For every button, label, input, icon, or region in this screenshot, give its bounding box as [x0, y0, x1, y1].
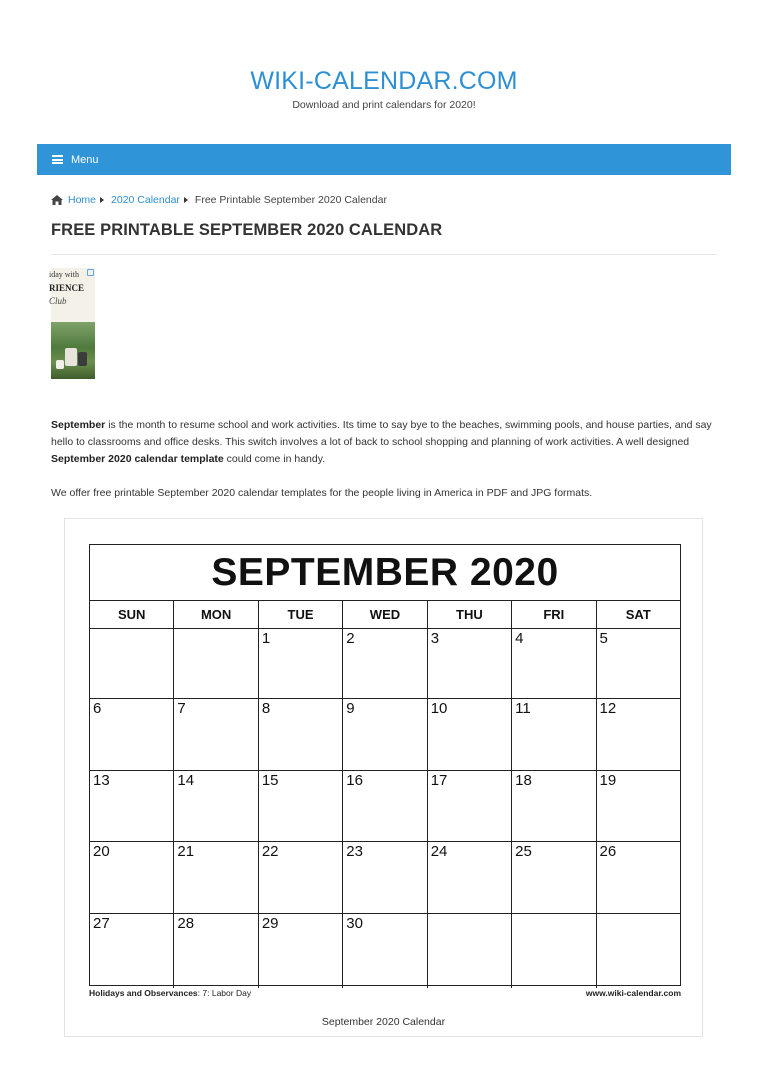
calendar-day-cell: 17: [428, 771, 512, 841]
site-tagline: Download and print calendars for 2020!: [292, 99, 476, 111]
calendar-day-cell: 2: [343, 629, 427, 698]
menu-label[interactable]: Menu: [71, 153, 99, 166]
day-of-week-header: MON: [174, 601, 258, 628]
day-of-week-row: [90, 600, 680, 628]
calendar-week-row: [90, 841, 680, 913]
calendar-day-cell: 26: [599, 843, 617, 860]
calendar-caption: September 2020 Calendar: [321, 1016, 446, 1028]
calendar-day-cell: 5: [599, 630, 608, 647]
intro-bold-template: September 2020 calendar template: [51, 453, 224, 465]
holidays-label: Holidays and Observances: [89, 988, 198, 998]
calendar-day-cell: 19: [599, 772, 617, 789]
menu-bar[interactable]: [37, 144, 731, 175]
intro-bold-month: September: [51, 419, 106, 431]
breadcrumb-separator-icon: [184, 197, 188, 203]
intro-paragraph: [51, 417, 717, 468]
calendar-image[interactable]: [89, 544, 681, 1001]
intro-text: is the month to resume school and work activities. Its time to say bye to the beaches, swimming pools, and house parties, and say hello to classrooms and office desks. This switch involves a lot of back to school shopping and planning of work activities. A well designed: [51, 419, 712, 448]
home-icon: [51, 195, 63, 205]
holidays-value: : 7: Labor Day: [197, 988, 252, 998]
title-divider: [51, 254, 717, 255]
offer-paragraph: We offer free printable September 2020 calendar templates for the people living in America in PDF and JPG formats.: [51, 487, 593, 499]
calendar-week-row: [90, 628, 680, 698]
calendar-day-cell: 20: [90, 842, 174, 913]
breadcrumb-home-link[interactable]: Home: [68, 194, 97, 206]
calendar-week-row: [90, 913, 680, 988]
ad-text-line: Club: [49, 296, 67, 306]
calendar-day-cell: 9: [343, 699, 427, 770]
breadcrumb: [51, 194, 387, 206]
calendar-day-cell: 25: [512, 842, 596, 913]
calendar-day-cell: [90, 629, 174, 698]
breadcrumb-current: Free Printable September 2020 Calendar: [194, 194, 387, 206]
calendar-day-cell: 12: [599, 700, 617, 717]
calendar-day-cell: 30: [343, 914, 427, 988]
calendar-day-cell: [428, 914, 512, 988]
calendar-day-cell: [512, 914, 596, 988]
holidays-note: [89, 988, 251, 998]
calendar-grid: [90, 600, 680, 988]
ad-photo: [51, 322, 95, 379]
calendar-day-cell: 7: [174, 699, 258, 770]
calendar-website: www.wiki-calendar.com: [585, 988, 681, 998]
calendar-day-cell: 10: [428, 699, 512, 770]
day-of-week-header: THU: [428, 601, 512, 628]
day-of-week-header: TUE: [259, 601, 343, 628]
advertisement[interactable]: [51, 268, 95, 379]
calendar-day-cell: 1: [259, 629, 343, 698]
calendar-day-cell: 23: [343, 842, 427, 913]
calendar-day-cell: 27: [90, 914, 174, 988]
breadcrumb-separator-icon: [100, 197, 104, 203]
ad-text-line: RIENCE: [49, 283, 85, 293]
breadcrumb-category-link[interactable]: 2020 Calendar: [111, 194, 180, 206]
calendar-day-cell: 6: [90, 699, 174, 770]
calendar-day-cell: 29: [259, 914, 343, 988]
calendar-figure: [64, 518, 703, 1037]
page-title: FREE PRINTABLE SEPTEMBER 2020 CALENDAR: [51, 221, 443, 239]
day-of-week-header: SUN: [90, 601, 174, 628]
calendar-day-cell: 18: [512, 771, 596, 841]
calendar-day-cell: [174, 629, 258, 698]
day-of-week-header: WED: [343, 601, 427, 628]
site-header: [0, 66, 768, 111]
adchoices-icon[interactable]: [87, 269, 94, 276]
calendar-table: [89, 544, 681, 986]
calendar-day-cell: 22: [259, 842, 343, 913]
calendar-day-cell: 21: [174, 842, 258, 913]
calendar-day-cell: 11: [512, 699, 596, 770]
calendar-day-cell: 3: [428, 629, 512, 698]
calendar-day-cell: 13: [90, 771, 174, 841]
calendar-week-row: [90, 770, 680, 841]
calendar-day-cell: 15: [259, 771, 343, 841]
calendar-day-cell: 8: [259, 699, 343, 770]
calendar-day-cell: 28: [174, 914, 258, 988]
hamburger-icon[interactable]: [52, 155, 63, 164]
site-title[interactable]: WIKI-CALENDAR.COM: [250, 67, 518, 95]
calendar-week-row: [90, 698, 680, 770]
calendar-heading: SEPTEMBER 2020: [211, 551, 559, 594]
day-of-week-header: SAT: [625, 607, 651, 622]
intro-text-end: could come in handy.: [223, 453, 326, 465]
calendar-footer: [89, 988, 681, 998]
calendar-day-cell: 14: [174, 771, 258, 841]
day-of-week-header: FRI: [512, 601, 596, 628]
ad-text-line: iday with: [49, 270, 79, 279]
calendar-day-cell: 24: [428, 842, 512, 913]
calendar-day-cell: 16: [343, 771, 427, 841]
calendar-day-cell: 4: [512, 629, 596, 698]
calendar-day-cell: [597, 914, 680, 988]
